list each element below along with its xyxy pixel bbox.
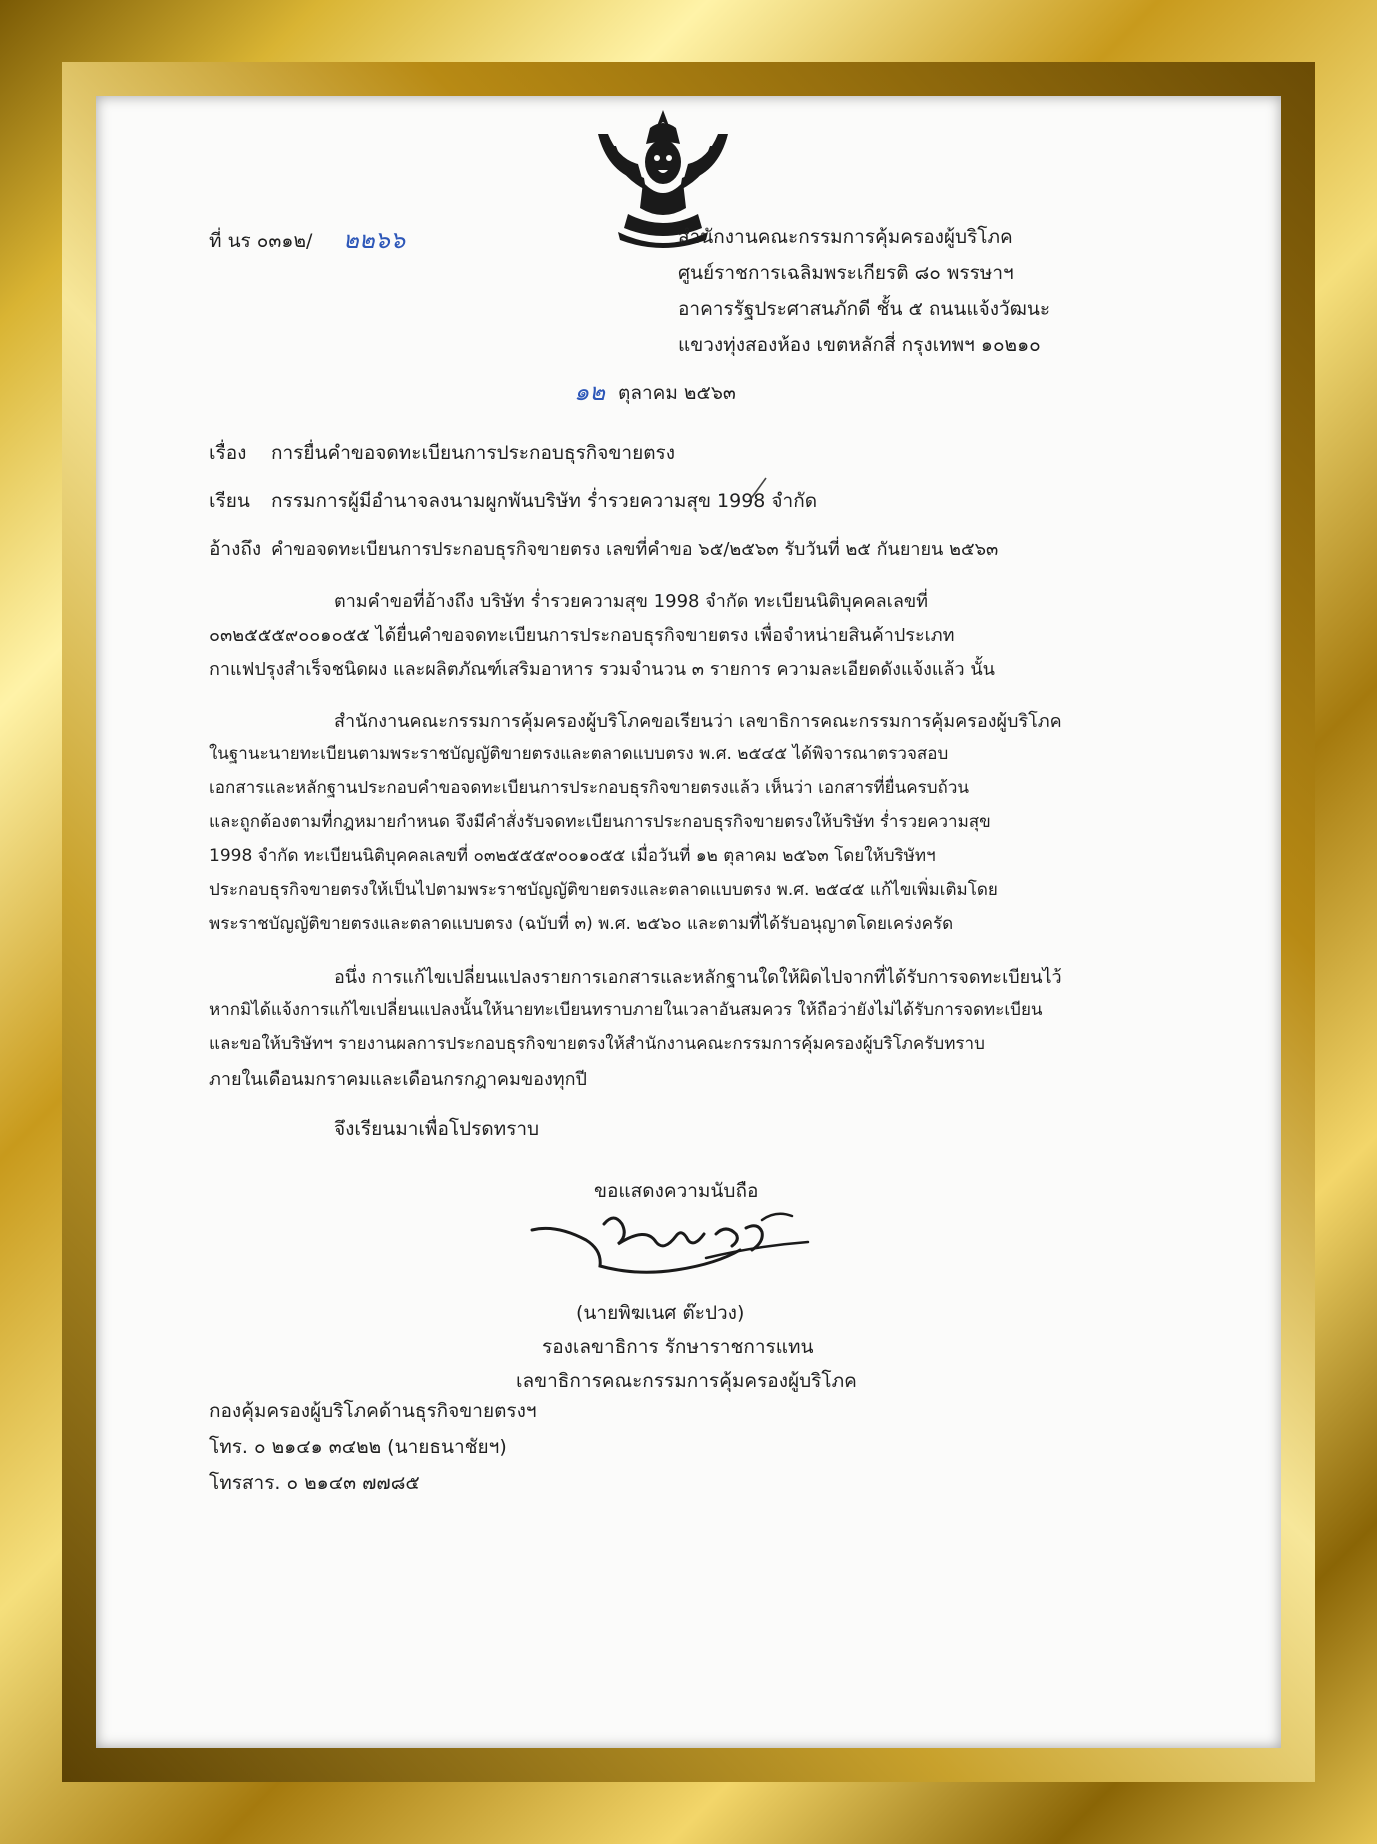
signature-scribble	[526, 1206, 816, 1286]
sender-address-line: สำนักงานคณะกรรมการคุ้มครองผู้บริโภค	[678, 226, 1013, 248]
sender-address-line: อาคารรัฐประศาสนภักดี ชั้น ๕ ถนนแจ้งวัฒนะ	[678, 298, 1051, 320]
paragraph-2-line: ในฐานะนายทะเบียนตามพระราชบัญญัติขายตรงและตลาดแบบตรง พ.ศ. ๒๕๔๕ ได้พิจารณาตรวจสอบ	[209, 744, 949, 764]
to-label: เรียน	[209, 490, 250, 512]
footer-line: โทรสาร. ๐ ๒๑๔๓ ๗๗๘๕	[209, 1472, 420, 1494]
paragraph-2-line: และถูกต้องตามที่กฎหมายกำหนด จึงมีคำสั่งรับจดทะเบียนการประกอบธุรกิจขายตรงให้บริษัท ร่ำรวยความสุข	[209, 812, 991, 832]
date-day-handwritten: ๑๒	[574, 378, 606, 406]
reference-text: คำขอจดทะเบียนการประกอบธุรกิจขายตรง เลขที่คำขอ ๖๕/๒๕๖๓ รับวันที่ ๒๕ กันยายน ๒๕๖๓	[271, 539, 999, 560]
paragraph-3-line: และขอให้บริษัทฯ รายงานผลการประกอบธุรกิจขายตรงให้สำนักงานคณะกรรมการคุ้มครองผู้บริโภครับทราบ	[209, 1034, 985, 1054]
paragraph-1-line: กาแฟปรุงสำเร็จชนิดผง และผลิตภัณฑ์เสริมอาหาร รวมจำนวน ๓ รายการ ความละเอียดดังแจ้งแล้ว นั้น	[209, 659, 995, 680]
paragraph-2-line: พระราชบัญญัติขายตรงและตลาดแบบตรง (ฉบับที่ ๓) พ.ศ. ๒๕๖๐ และตามที่ได้รับอนุญาตโดยเคร่งครัด	[209, 914, 954, 934]
signer-name: (นายพิฆเนศ ต๊ะปวง)	[576, 1302, 745, 1324]
paragraph-1-line: ตามคำขอที่อ้างถึง บริษัท ร่ำรวยความสุข 1998 จำกัด ทะเบียนนิติบุคคลเลขที่	[334, 591, 929, 612]
signer-title-1: รองเลขาธิการ รักษาราชการแทน	[542, 1336, 814, 1358]
ref-number-label: ที่ นร ๐๓๑๒/	[209, 230, 313, 252]
pen-mark-icon	[748, 476, 768, 502]
paragraph-2-line: เอกสารและหลักฐานประกอบคำขอจดทะเบียนการประกอบธุรกิจขายตรงแล้ว เห็นว่า เอกสารที่ยื่นครบถ้วน	[209, 778, 969, 798]
letter-paper	[96, 96, 1281, 1748]
sender-address-line: ศูนย์ราชการเฉลิมพระเกียรติ ๘๐ พรรษาฯ	[678, 262, 1014, 284]
subject-label: เรื่อง	[209, 442, 247, 464]
footer-line: กองคุ้มครองผู้บริโภคด้านธุรกิจขายตรงฯ	[209, 1400, 537, 1422]
reference-label: อ้างถึง	[209, 538, 262, 560]
sender-address-line: แขวงทุ่งสองห้อง เขตหลักสี่ กรุงเทพฯ ๑๐๒๑๐	[678, 334, 1041, 356]
regards-text: ขอแสดงความนับถือ	[594, 1180, 759, 1202]
paragraph-3-line: อนึ่ง การแก้ไขเปลี่ยนแปลงรายการเอกสารและหลักฐานใดให้ผิดไปจากที่ได้รับการจดทะเบียนไว้	[334, 967, 1062, 988]
paragraph-2-line: สำนักงานคณะกรรมการคุ้มครองผู้บริโภคขอเรียนว่า เลขาธิการคณะกรรมการคุ้มครองผู้บริโภค	[334, 711, 1062, 732]
paragraph-2-line: 1998 จำกัด ทะเบียนนิติบุคคลเลขที่ ๐๓๒๕๕๕๙๐๐๑๐๕๕ เมื่อวันที่ ๑๒ ตุลาคม ๒๕๖๓ โดยให้บริษัทฯ	[209, 846, 936, 866]
paragraph-3-line: หากมิได้แจ้งการแก้ไขเปลี่ยนแปลงนั้นให้นายทะเบียนทราบภายในเวลาอันสมควร ให้ถือว่ายังไม่ได้รับการจดทะเบียน	[209, 1000, 1043, 1020]
subject-text: การยื่นคำขอจดทะเบียนการประกอบธุรกิจขายตรง	[271, 442, 676, 464]
closing-line: จึงเรียนมาเพื่อโปรดทราบ	[334, 1118, 540, 1140]
ref-number-handwritten: ๒๒๖๖	[343, 226, 406, 254]
paragraph-3-line: ภายในเดือนมกราคมและเดือนกรกฎาคมของทุกปี	[209, 1069, 587, 1090]
footer-line: โทร. ๐ ๒๑๔๑ ๓๔๒๒ (นายธนาชัยฯ)	[209, 1436, 507, 1458]
date-text: ตุลาคม ๒๕๖๓	[618, 382, 736, 404]
paragraph-2-line: ประกอบธุรกิจขายตรงให้เป็นไปตามพระราชบัญญัติขายตรงและตลาดแบบตรง พ.ศ. ๒๕๔๕ แก้ไขเพิ่มเติมโดย	[209, 880, 998, 900]
to-text: กรรมการผู้มีอำนาจลงนามผูกพันบริษัท ร่ำรวยความสุข 1998 จำกัด	[271, 490, 818, 512]
paragraph-1-line: ๐๓๒๕๕๕๙๐๐๑๐๕๕ ได้ยื่นคำขอจดทะเบียนการประกอบธุรกิจขายตรง เพื่อจำหน่ายสินค้าประเภท	[209, 625, 955, 646]
signer-title-2: เลขาธิการคณะกรรมการคุ้มครองผู้บริโภค	[516, 1370, 857, 1392]
